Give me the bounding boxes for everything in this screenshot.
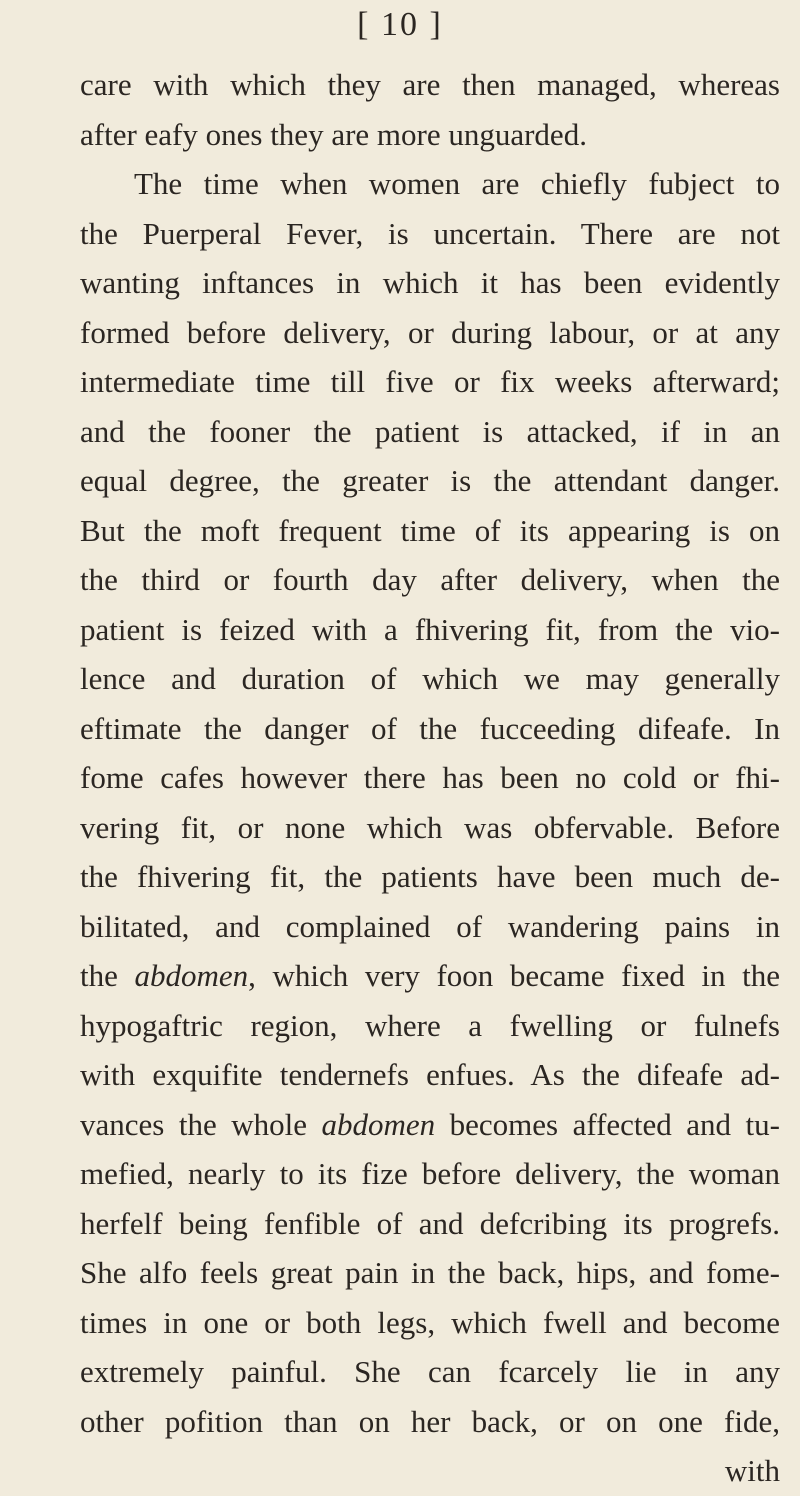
text-line: hypogaftric region, where a fwelling or fulnefs (80, 1007, 780, 1043)
text-line: formed before delivery, or during labour, or at any (80, 314, 780, 350)
text-line: mefied, nearly to its fize before delivery, the woman (80, 1156, 780, 1191)
text-line: The time when women are chiefly fubject to (134, 166, 780, 201)
page-number: [ 10 ] (357, 6, 443, 43)
text-line: care with which they are then managed, whereas (80, 67, 780, 102)
text-line: patient is feized with a fhivering fit, from the vio- (80, 611, 780, 647)
text-line: intermediate time till five or fix weeks afterward; (80, 364, 780, 399)
body-text (80, 60, 780, 1496)
text-line: after eafy ones they are more unguarded. (80, 116, 587, 152)
text-line: vering fit, or none which was obfervable. Before (80, 809, 780, 845)
text-line: bilitated, and complained of wandering pains in (80, 908, 780, 944)
text-line: vances the whole abdomen becomes affected and tu- (80, 1106, 780, 1142)
text-line: and the fooner the patient is attacked, if in an (80, 413, 780, 449)
text-line: eftimate the danger of the fucceeding difeafe. In (80, 710, 780, 746)
text-line: other pofition than on her back, or on one fide, (80, 1403, 780, 1439)
text-line: lence and duration of which we may generally (80, 661, 780, 696)
text-line: the third or fourth day after delivery, when the (80, 562, 780, 597)
text-line: But the moft frequent time of its appearing is on (80, 512, 780, 548)
text-line: with exquifite tendernefs enfues. As the difeafe ad- (80, 1057, 780, 1092)
text-line: wanting inftances in which it has been evidently (80, 265, 780, 300)
catchword: with (724, 1453, 780, 1488)
text-line: the abdomen, which very foon became fixed in the (80, 958, 780, 993)
text-line: times in one or both legs, which fwell and become (80, 1304, 780, 1340)
text-line: fome cafes however there has been no cold or fhi- (80, 760, 780, 795)
text-line: herfelf being fenfible of and defcribing its progrefs. (80, 1205, 780, 1241)
text-line: the fhivering fit, the patients have been much de- (80, 859, 780, 894)
text-line: extremely painful. She can fcarcely lie in any (80, 1354, 780, 1389)
text-line: She alfo feels great pain in the back, hips, and fome- (80, 1255, 780, 1290)
text-line: the Puerperal Fever, is uncertain. There are not (80, 215, 780, 251)
text-line: equal degree, the greater is the attendant danger. (80, 463, 780, 498)
